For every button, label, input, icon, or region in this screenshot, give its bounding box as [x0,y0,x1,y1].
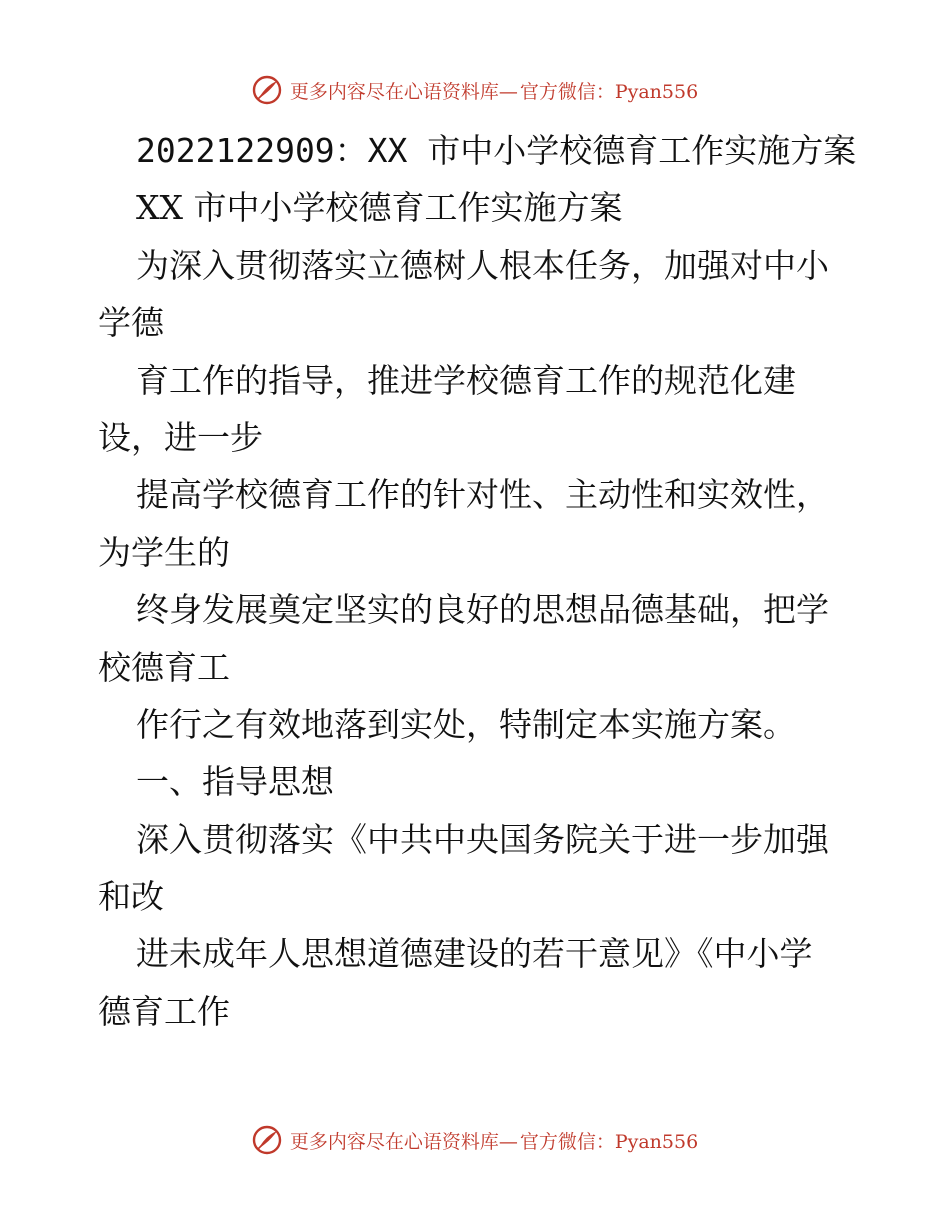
document-body [98,122,858,1040]
paragraph-line: 校德育工 [98,647,230,687]
document-subtitle-line: XX 市中小学校德育工作实施方案 [136,188,623,228]
footer-banner [0,1120,950,1160]
paragraph-line: 进未成年人思想道德建设的若干意见》《中小学 [136,934,813,974]
paragraph-line: 学德 [98,303,164,343]
paragraph-line: 育工作的指导，推进学校德育工作的规范化建 [136,360,796,400]
section-heading: 一、指导思想 [136,762,334,802]
paragraph-line: 设，进一步 [98,417,263,457]
banner-text: 更多内容尽在心语资料库— [289,1130,518,1153]
paragraph-line: 作行之有效地落到实处，特制定本实施方案。 [136,704,796,744]
paragraph-line: 终身发展奠定坚实的良好的思想品德基础，把学 [136,590,829,630]
paragraph-line: 为学生的 [98,532,230,572]
banner-text: 更多内容尽在心语资料库— [289,80,518,103]
paragraph-line: 德育工作 [98,991,230,1031]
document-title-line: 2022122909：XX 市中小学校德育工作实施方案 [136,131,857,170]
banner-contact: 官方微信：Pyan556 [519,1130,699,1153]
paragraph-line: 和改 [98,877,164,917]
header-banner [0,70,950,110]
banner-contact: 官方微信：Pyan556 [519,80,699,103]
paragraph-line: 深入贯彻落实《中共中央国务院关于进一步加强 [136,819,829,859]
quill-logo-icon [252,1125,282,1155]
paragraph-line: 为深入贯彻落实立德树人根本任务，加强对中小 [136,245,829,285]
quill-logo-icon [252,75,282,105]
paragraph-line: 提高学校德育工作的针对性、主动性和实效性， [136,475,829,515]
